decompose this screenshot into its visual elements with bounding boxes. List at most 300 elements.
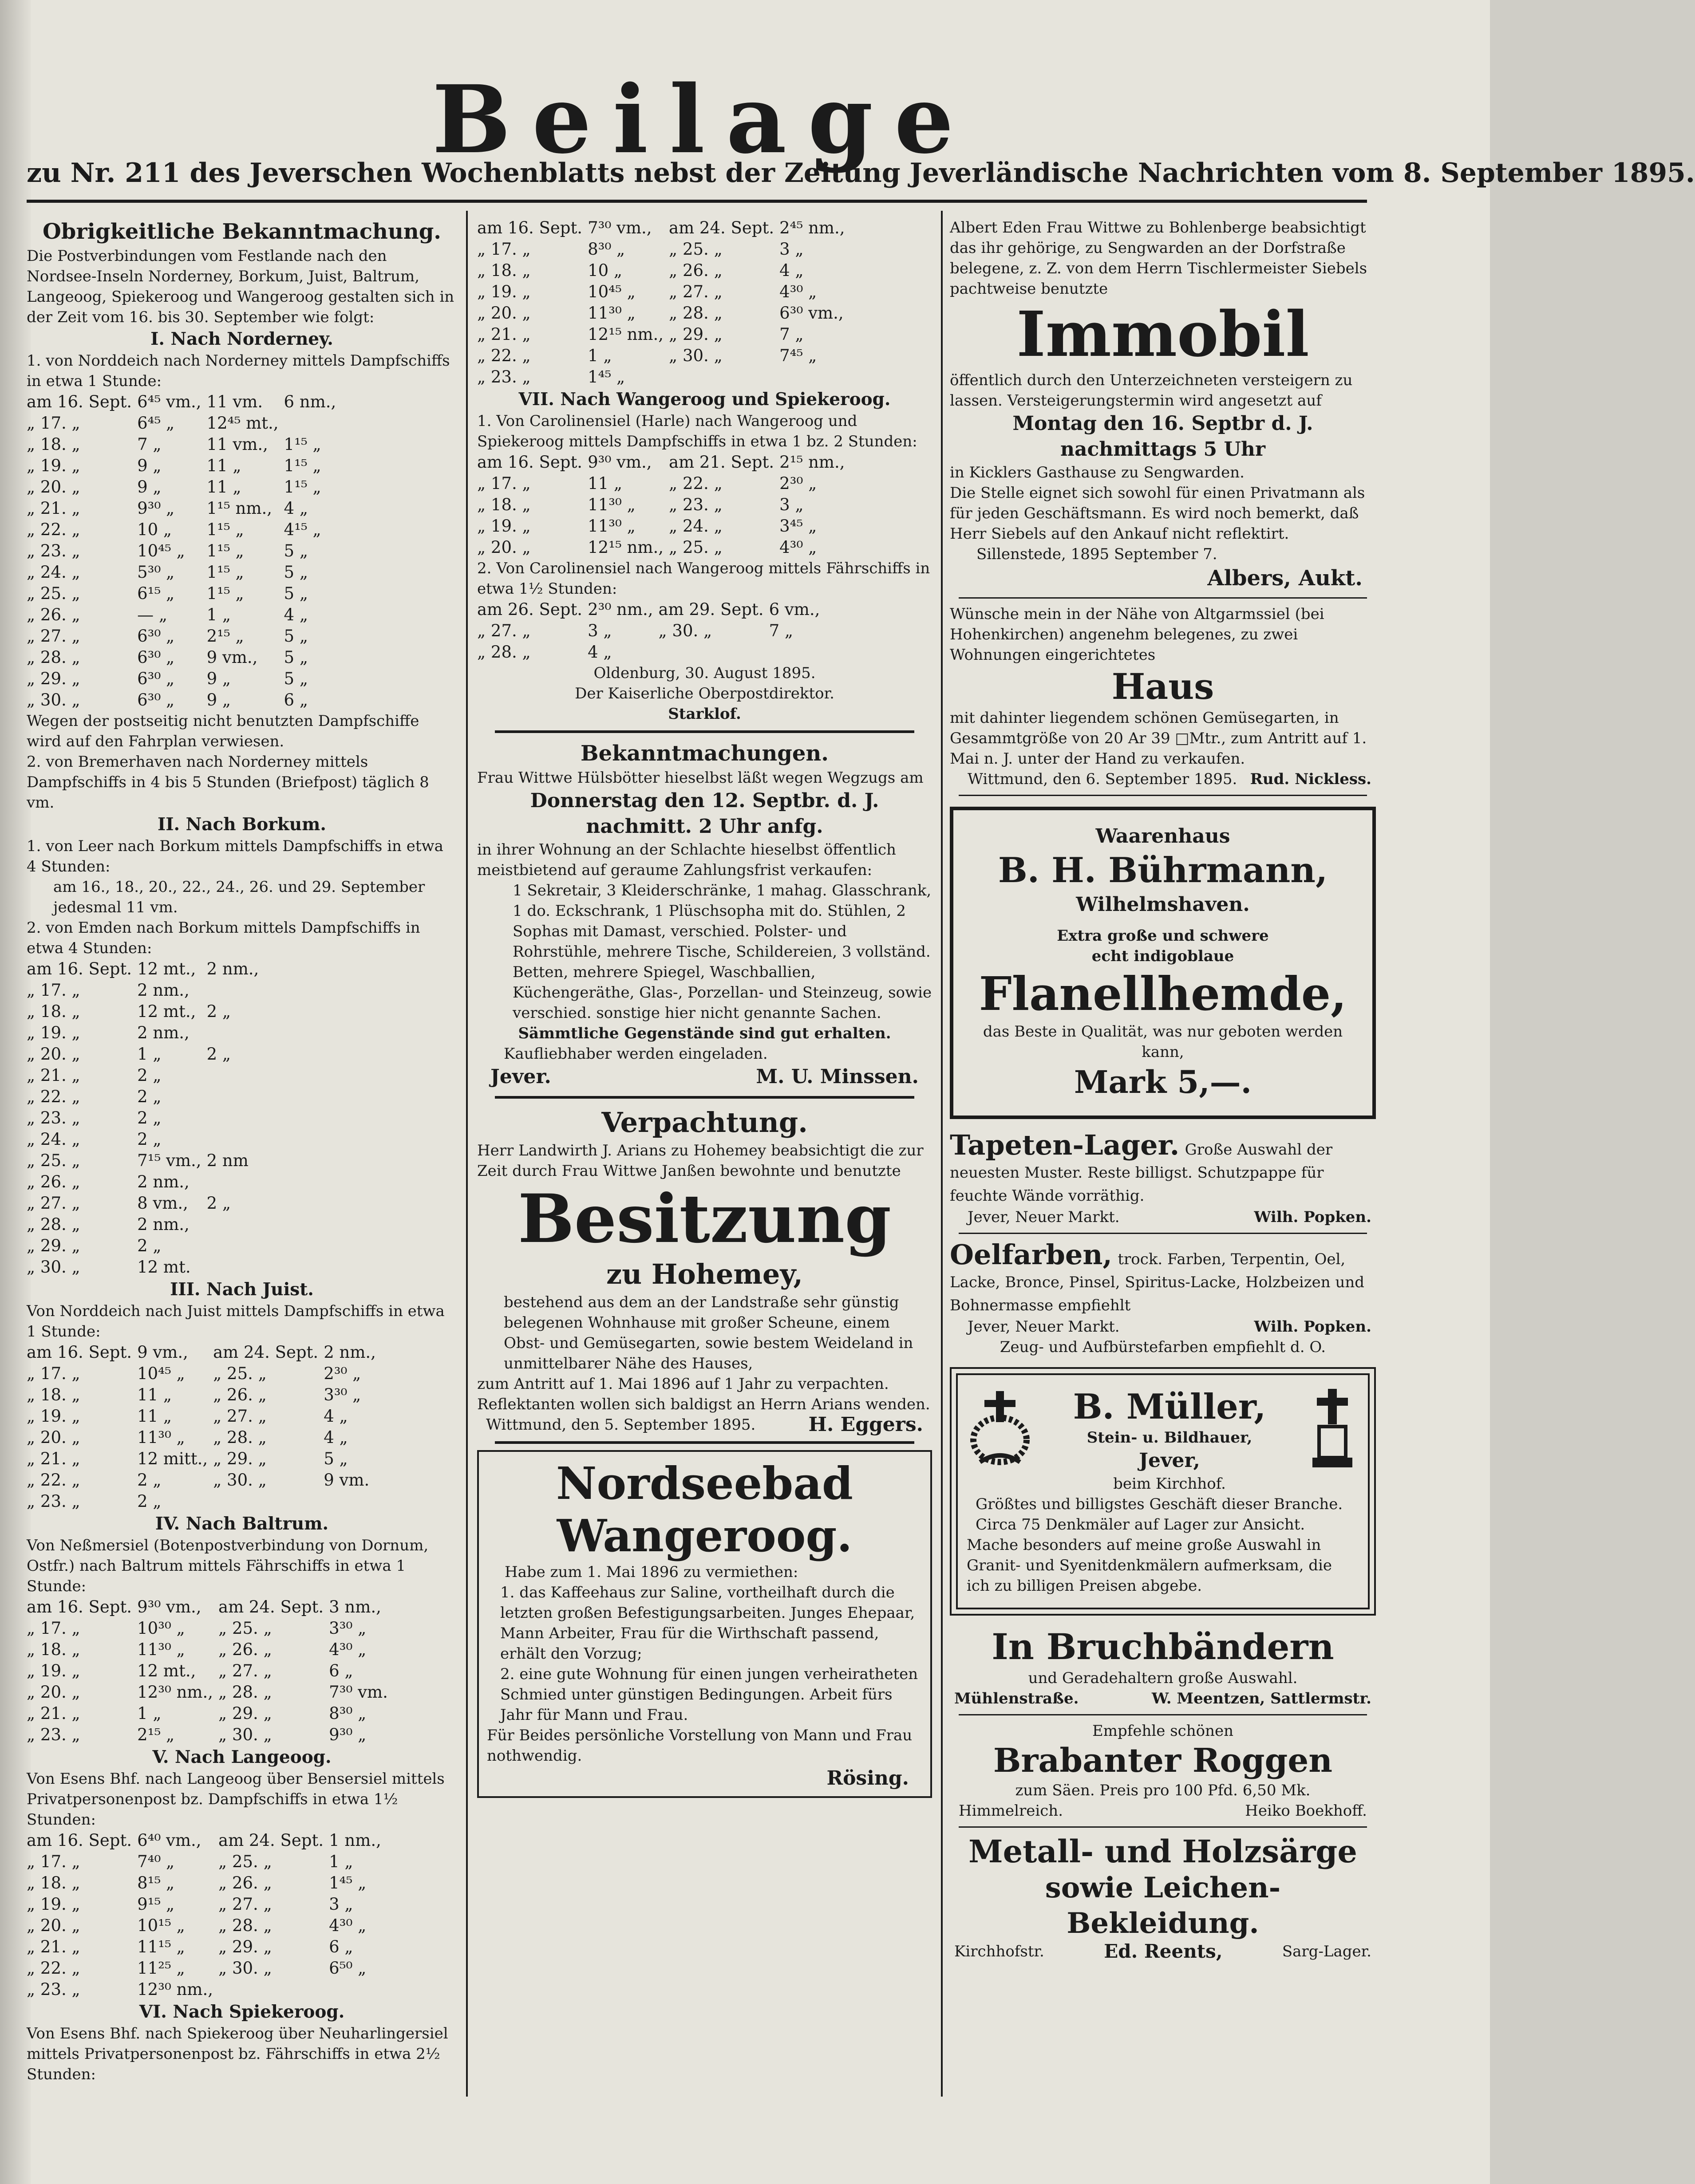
timetable-cell: „ 17. „ <box>27 1619 80 1638</box>
divider <box>959 1826 1367 1828</box>
timetable-cell: „ 22. „ <box>477 346 531 365</box>
ad-header <box>967 1387 1359 1494</box>
timetable-row <box>27 1830 387 1851</box>
timetable-cell: 6³⁰ „ <box>137 627 175 646</box>
timetable-row <box>477 239 850 260</box>
timetable-cell: 10 „ <box>588 261 623 280</box>
notice-title: Obrigkeitliche Bekanntmachung. <box>42 219 442 244</box>
timetable-cell: 3 „ <box>588 621 612 640</box>
timetable-cell: „ 23. „ <box>27 1108 80 1127</box>
ad-trade: Stein- u. Bildhauer, <box>1087 1429 1252 1447</box>
ad-header-text <box>1033 1387 1306 1494</box>
timetable-cell: „ 25. „ <box>218 1852 272 1871</box>
masthead-title: Beilage <box>432 65 975 174</box>
section-text: 2. Von Carolinensiel nach Wangeroog mittels Fährschiffs in etwa 1½ Stunden: <box>477 560 930 598</box>
divider <box>495 1096 914 1099</box>
timetable-cell: 1 nm., <box>329 1831 381 1850</box>
section-text: 1. von Leer nach Borkum mittels Dampfschiffs in etwa 4 Stunden: <box>27 837 443 875</box>
timetable-cell: 6 „ <box>284 690 308 710</box>
timetable-cell: 12 mt., <box>137 1002 196 1021</box>
timetable-cell: 10⁴⁵ „ <box>588 282 636 301</box>
timetable-cell: „ 28. „ <box>477 643 531 662</box>
ad-signature <box>477 1415 932 1435</box>
timetable-cell: „ 20. „ <box>27 1045 80 1064</box>
timetable-row <box>27 498 341 519</box>
timetable-row <box>477 281 850 303</box>
section-text: Von Neßmersiel (Botenpostverbindung von Dornum, Ostfr.) nach Baltrum mittels Fährschiffs in etwa 1 Stunde: <box>27 1537 429 1595</box>
timetable-cell: 4¹⁵ „ <box>284 520 321 539</box>
timetable-cell: 12¹⁵ nm., <box>588 325 664 344</box>
timetable-cell: 2 nm., <box>206 959 259 978</box>
ad-city: Wilhelmshaven. <box>1076 893 1250 916</box>
timetable-cell: 12 mt., <box>137 959 196 978</box>
ad-signature <box>950 1941 1376 1962</box>
timetable-cell: 3 „ <box>329 1895 353 1914</box>
timetable-cell: „ 29. „ <box>218 1937 272 1956</box>
ad-heading: Oelfarben, <box>950 1238 1112 1271</box>
timetable-cell: 6 nm., <box>284 392 336 411</box>
timetable-cell <box>207 1129 265 1150</box>
timetable-cell: 2 nm., <box>137 1172 190 1191</box>
timetable-cell: 3⁴⁵ „ <box>779 516 817 536</box>
timetable-cell: 8³⁰ „ <box>588 240 625 259</box>
timetable-cell: „ 20. „ <box>27 1916 80 1935</box>
ad-time: nachmittags 5 Uhr <box>1060 438 1266 461</box>
section-heading: III. Nach Juist. <box>170 1279 314 1300</box>
timetable-cell: 9 „ <box>206 690 231 710</box>
timetable-cell: „ 18. „ <box>27 1385 80 1404</box>
timetable-row <box>27 434 341 455</box>
timetable-row <box>27 1022 264 1044</box>
ad-heading: Verpachtung. <box>601 1106 808 1139</box>
ad-firm: B. H. Bührmann, <box>998 850 1328 891</box>
timetable-cell: — „ <box>137 605 168 624</box>
timetable-cell: 9¹⁵ „ <box>137 1895 175 1914</box>
ad-text: Empfehle schönen <box>1092 1722 1233 1740</box>
timetable-cell: „ 26. „ <box>218 1640 272 1659</box>
timetable-row <box>27 980 264 1001</box>
timetable-cell: 11³⁰ „ <box>137 1640 185 1659</box>
ad-text: Reflektanten wollen sich baldigst an Herrn Arians wenden. <box>477 1396 930 1413</box>
ad-text: Habe zum 1. Mai 1896 zu vermiethen: <box>505 1563 798 1581</box>
timetable-cell: „ 27. „ <box>218 1661 272 1680</box>
timetable-cell: „ 30. „ <box>669 346 723 365</box>
timetable-cell: 8 vm., <box>137 1194 188 1213</box>
timetable-row <box>477 620 825 642</box>
timetable-row <box>27 1427 381 1448</box>
timetable-row <box>477 217 850 239</box>
section-note: Wegen der postseitig nicht benutzten Dampfschiffe wird auf den Fahrplan verwiesen. <box>27 712 419 750</box>
timetable-cell: 2 „ <box>137 1087 162 1106</box>
timetable-row <box>27 455 341 477</box>
timetable-row <box>27 1660 393 1682</box>
timetable-cell: „ 30. „ <box>218 1959 272 1978</box>
ad-text: öffentlich durch den Unterzeichneten versteigern zu lassen. Versteigerungstermin wird angesetzt auf <box>950 371 1353 410</box>
divider <box>959 1714 1367 1715</box>
ad-signature <box>477 1064 932 1090</box>
ad-text: Herr Landwirth J. Arians zu Hohemey beabsichtigt die zur Zeit durch Frau Wittwe Janßen bewohnte und benutzte <box>477 1142 924 1180</box>
timetable-cell: „ 29. „ <box>213 1449 267 1468</box>
timetable-row <box>27 1958 387 1979</box>
timetable-row <box>27 647 341 668</box>
timetable-cell: „ 29. „ <box>218 1704 272 1723</box>
timetable-cell: „ 27. „ <box>27 627 80 646</box>
timetable-cell <box>218 1979 329 2000</box>
timetable-cell: 10⁴⁵ „ <box>137 1364 185 1383</box>
timetable-cell: am 24. Sept. <box>218 1831 324 1850</box>
timetable-cell: am 26. Sept. <box>477 600 583 619</box>
timetable-cell: 11 „ <box>206 456 241 475</box>
timetable-cell: am 16. Sept. <box>27 1831 132 1850</box>
timetable-cell: 11³⁰ „ <box>588 304 636 323</box>
timetable-cell: 4³⁰ „ <box>779 282 817 301</box>
timetable-row <box>27 1193 264 1214</box>
ad-price: Mark 5,—. <box>1074 1064 1252 1100</box>
timetable-cell: 3³⁰ „ <box>324 1385 361 1404</box>
timetable-cell: 4 „ <box>284 499 308 518</box>
timetable-cell: 6⁴⁵ „ <box>137 414 175 433</box>
ad-name: Ed. Reents, <box>1104 1940 1223 1962</box>
timetable-cell: „ 17. „ <box>477 474 531 493</box>
timetable-row <box>477 324 850 345</box>
masthead-subtitle: zu Nr. 211 des Jeverschen Wochenblatts nebst der Zeitung Jeverländische Nachrichten vom 8. September 1895. <box>27 158 1695 189</box>
timetable-cell: 7 „ <box>779 325 804 344</box>
timetable-cell: 6⁵⁰ „ <box>329 1959 367 1978</box>
timetable-cell: 2 nm., <box>137 1215 190 1234</box>
timetable-cell: „ 20. „ <box>27 1428 80 1447</box>
timetable-cell: „ 24. „ <box>669 516 723 536</box>
ad-name: Heiko Boekhoff. <box>1245 1802 1367 1820</box>
timetable-cell: 10⁴⁵ „ <box>137 541 185 560</box>
timetable-row <box>27 391 341 413</box>
timetable-row <box>27 958 264 980</box>
timetable-row <box>477 367 850 388</box>
timetable-cell: 5 „ <box>284 563 308 582</box>
timetable-cell <box>769 642 826 663</box>
timetable-cell: 4³⁰ „ <box>329 1916 367 1935</box>
timetable-row <box>27 413 341 434</box>
timetable-cell: 4³⁰ „ <box>779 538 817 557</box>
ad-items: 1 Sekretair, 3 Kleiderschränke, 1 mahag. Glasschrank, 1 do. Eckschrank, 1 Plüschsopha mit do. Stühlen, 2 Sophas mit Damast, verschied. Polster- und Rohrstühle, mehrere Tische, Schildereien, 3 vollständ. Betten, mehrere Spiegel, Waschballien, Küchengeräthe, Glas-, Porzellan- und Steinzeug, sowie verschied. sonstige hier nicht genannte Sachen. <box>513 882 932 1022</box>
timetable-cell: „ 24. „ <box>27 563 80 582</box>
ad-top: Waarenhaus <box>1095 825 1230 848</box>
timetable-cell: am 29. Sept. <box>658 600 764 619</box>
timetable-cell: „ 19. „ <box>27 1661 80 1680</box>
timetable-cell: „ 26. „ <box>669 261 723 280</box>
timetable-row <box>27 1873 387 1894</box>
ad-text: und Geradehaltern große Auswahl. <box>1028 1669 1298 1687</box>
timetable-row <box>27 668 341 690</box>
timetable-cell: 11 vm., <box>206 435 268 454</box>
ad-signature <box>950 1801 1376 1821</box>
timetable-cell: „ 23. „ <box>27 1725 80 1744</box>
timetable-row <box>27 1894 387 1915</box>
timetable-baltrum <box>27 1597 393 1746</box>
timetable-cell: 4 „ <box>284 605 308 624</box>
timetable-langeoog <box>27 1830 387 2000</box>
ad-name: H. Eggers. <box>808 1413 923 1436</box>
timetable-cell: „ 19. „ <box>27 456 80 475</box>
timetable-cell <box>207 1257 265 1278</box>
timetable-cell: 12³⁰ nm., <box>137 1683 213 1702</box>
timetable-cell: am 24. Sept. <box>218 1597 324 1616</box>
gravestone-icon <box>1306 1387 1359 1471</box>
timetable-cell: „ 23. „ <box>669 495 723 514</box>
timetable-cell: „ 28. „ <box>218 1916 272 1935</box>
timetable-cell: „ 22. „ <box>27 1470 80 1490</box>
timetable-cell: „ 25. „ <box>27 584 80 603</box>
timetable-row <box>27 1150 264 1171</box>
timetable-spiekeroog <box>477 217 850 388</box>
timetable-cell: „ 18. „ <box>27 1873 80 1892</box>
timetable-row <box>27 1491 381 1512</box>
timetable-cell: 11²⁵ „ <box>137 1959 185 1978</box>
timetable-cell <box>207 980 265 1001</box>
timetable-cell: 11³⁰ „ <box>588 495 636 514</box>
timetable-cell <box>669 367 779 388</box>
ad-place: Kirchhofstr. <box>954 1943 1044 1960</box>
timetable-cell: „ 18. „ <box>27 1640 80 1659</box>
ad-signature <box>950 1317 1376 1337</box>
timetable-cell <box>658 642 769 663</box>
ad-text: in ihrer Wohnung an der Schlachte hieselbst öffentlich meistbietend auf geraume Zahlungsfrist verkaufen: <box>477 841 896 879</box>
ad-name: W. Meentzen, Sattlermstr. <box>1151 1690 1371 1707</box>
timetable-row <box>477 345 850 367</box>
timetable-row <box>27 1129 264 1150</box>
ad-city: Jever, <box>1139 1449 1200 1472</box>
timetable-cell: „ 17. „ <box>477 240 531 259</box>
ad-place: Jever, Neuer Markt. <box>968 1318 1120 1336</box>
timetable-cell: 9 vm., <box>137 1343 188 1362</box>
timetable-cell: 2³⁰ „ <box>779 474 817 493</box>
timetable-cell: „ 28. „ <box>27 648 80 667</box>
ad-signature <box>950 1688 1376 1709</box>
timetable-row <box>27 1448 381 1470</box>
timetable-cell: 7¹⁵ vm., <box>137 1151 202 1170</box>
ad-text: Extra große und schwere <box>1057 927 1269 945</box>
timetable-cell: 9 vm. <box>324 1470 370 1490</box>
timetable-cell: „ 29. „ <box>27 669 80 688</box>
timetable-cell: „ 23. „ <box>477 367 531 386</box>
timetable-cell: am 16. Sept. <box>27 392 132 411</box>
ad-place: Himmelreich. <box>959 1802 1063 1820</box>
signature-name: Starklof. <box>668 705 741 723</box>
timetable-cell: 4 „ <box>324 1428 348 1447</box>
timetable-cell: 2 nm., <box>137 1023 190 1042</box>
timetable-cell <box>207 1022 265 1044</box>
timetable-cell: „ 18. „ <box>27 435 80 454</box>
ad-text: zum Säen. Preis pro 100 Pfd. 6,50 Mk. <box>1015 1782 1311 1799</box>
timetable-cell: 6³⁰ „ <box>137 648 175 667</box>
ad-name: Rud. Nickless. <box>1250 770 1371 788</box>
section-heading: II. Nach Borkum. <box>158 814 326 835</box>
timetable-cell: 4 „ <box>324 1407 348 1426</box>
timetable-cell: 2 „ <box>206 1045 231 1064</box>
timetable-cell <box>329 1979 387 2000</box>
ad-text: trock. Farben, Terpentin, Oel, Lacke, Bronce, Pinsel, Spiritus-Lacke, Holzbeizen und Bohnermasse empfiehlt <box>950 1250 1365 1314</box>
timetable-cell: 11 „ <box>137 1385 172 1404</box>
ad-headline: Flanellhemde, <box>979 966 1347 1021</box>
timetable-cell: „ 25. „ <box>669 240 723 259</box>
column-1 <box>27 217 457 2085</box>
timetable-cell: 11 „ <box>137 1407 172 1426</box>
timetable-cell: 10³⁰ „ <box>137 1619 185 1638</box>
timetable-borkum <box>27 958 264 1278</box>
timetable-cell: „ 21. „ <box>27 1704 80 1723</box>
column-2 <box>477 217 932 1802</box>
ad-headline: Besitzung <box>518 1180 892 1258</box>
timetable-cell: 9³⁰ „ <box>137 499 175 518</box>
timetable-cell: 1¹⁵ nm., <box>206 499 272 518</box>
signature-place: Oldenburg, 30. August 1895. <box>593 664 816 682</box>
timetable-cell: am 16. Sept. <box>477 218 583 237</box>
ad-headline: Haus <box>1111 666 1214 707</box>
ad-name: Rösing. <box>826 1767 909 1790</box>
timetable-cell: 8¹⁵ „ <box>137 1873 175 1892</box>
timetable-cell: „ 26. „ <box>218 1873 272 1892</box>
timetable-cell: 11 „ <box>588 474 623 493</box>
timetable-cell: 1 „ <box>329 1852 353 1871</box>
timetable-norderney <box>27 391 341 711</box>
timetable-cell: 2 nm <box>206 1151 249 1170</box>
section-text: Von Esens Bhf. nach Langeoog über Bensersiel mittels Privatpersonenpost bz. Dampfschiffs in etwa 1½ Stunden: <box>27 1770 445 1829</box>
ad-text: das Beste in Qualität, was nur geboten werden kann, <box>983 1023 1343 1061</box>
timetable-cell: am 16. Sept. <box>27 1597 132 1616</box>
timetable-cell: „ 23. „ <box>27 1980 80 1999</box>
timetable-row <box>27 562 341 583</box>
column-rule-1 <box>466 211 468 2097</box>
ad-loc: beim Kirchhof. <box>1113 1475 1226 1493</box>
timetable-row <box>27 1936 387 1958</box>
timetable-row <box>27 1086 264 1108</box>
ad-tag: Sarg-Lager. <box>1282 1943 1371 1960</box>
timetable-cell: 7³⁰ vm. <box>329 1683 388 1702</box>
timetable-cell: 12 mt., <box>137 1661 196 1680</box>
timetable-cell: 11¹⁵ „ <box>137 1937 185 1956</box>
ad-date: Donnerstag den 12. Septbr. d. J. <box>530 789 879 812</box>
timetable-cell: 6 vm., <box>769 600 820 619</box>
timetable-cell: „ 27. „ <box>669 282 723 301</box>
timetable-cell: 5³⁰ „ <box>137 563 175 582</box>
timetable-row <box>27 1639 393 1660</box>
timetable-row <box>27 583 341 604</box>
ad-place: Wittmund, den 5. September 1895. <box>486 1416 756 1434</box>
ad-text: Albert Eden Frau Wittwe zu Bohlenberge beabsichtigt das ihr gehörige, zu Sengwarden an der Dorfstraße belegene, z. Z. von dem Herrn Tischlermeister Siebels pachtweise benutzte <box>950 219 1367 298</box>
timetable-row <box>477 537 850 558</box>
ad-note: Sämmtliche Gegenstände sind gut erhalten. <box>518 1025 891 1042</box>
ad-signature <box>950 1207 1376 1227</box>
timetable-cell: 2¹⁵ nm., <box>779 453 845 472</box>
timetable-cell: „ 22. „ <box>669 474 723 493</box>
ad-text: Zeug- und Aufbürstefarben empfiehlt d. O. <box>1000 1338 1326 1356</box>
timetable-cell: 1¹⁵ „ <box>206 520 244 539</box>
timetable-cell: „ 22. „ <box>27 520 80 539</box>
ad-box-mueller <box>956 1373 1370 1609</box>
timetable-cell: 6³⁰ „ <box>137 690 175 710</box>
section-heading: V. Nach Langeoog. <box>152 1747 332 1767</box>
timetable-cell: „ 17. „ <box>27 1852 80 1871</box>
ad-oelfarben <box>950 1239 1376 1317</box>
timetable-cell: „ 27. „ <box>477 621 531 640</box>
timetable-cell: 2⁴⁵ nm., <box>779 218 845 237</box>
timetable-row <box>27 540 341 562</box>
timetable-cell: 10¹⁵ „ <box>137 1916 185 1935</box>
ad-name: Albers, Aukt. <box>1207 566 1363 591</box>
ad-text: Frau Wittwe Hülsbötter hieselbst läßt wegen Wegzugs am <box>477 769 924 787</box>
timetable-cell: am 16. Sept. <box>27 959 132 978</box>
timetable-cell: 7 „ <box>769 621 794 640</box>
timetable-row <box>27 1384 381 1406</box>
timetable-cell: 2 „ <box>137 1108 162 1127</box>
timetable-cell: „ 27. „ <box>213 1407 267 1426</box>
timetable-cell: 11³⁰ „ <box>137 1428 185 1447</box>
timetable-cell: „ 27. „ <box>218 1895 272 1914</box>
ad-headline: Immobil <box>1016 298 1309 371</box>
timetable-cell: 6 „ <box>329 1661 353 1680</box>
timetable-row <box>27 1108 264 1129</box>
timetable-cell: am 24. Sept. <box>669 218 774 237</box>
timetable-cell: 7 „ <box>137 435 162 454</box>
ad-heading: Bekanntmachungen. <box>581 741 829 766</box>
section-heading: I. Nach Norderney. <box>150 329 333 349</box>
timetable-cell: „ 18. „ <box>477 261 531 280</box>
timetable-cell <box>213 1491 324 1512</box>
timetable-cell: „ 19. „ <box>27 1407 80 1426</box>
timetable-cell <box>779 367 850 388</box>
ad-heading: Tapeten-Lager. <box>950 1129 1180 1161</box>
ad-headline: Wangeroog. <box>557 1510 853 1562</box>
ad-item: 1. das Kaffeehaus zur Saline, vortheilhaft durch die letzten großen Befestigungsarbeiten. Junges Ehepaar, Mann Arbeiter, Frau für die Wirthschaft passend, erhält den Vorzug; <box>500 1584 915 1663</box>
timetable-cell: 9³⁰ „ <box>329 1725 367 1744</box>
timetable-cell: 2 „ <box>137 1066 162 1085</box>
timetable-cell: 4 „ <box>779 261 804 280</box>
timetable-cell: 2 nm., <box>324 1343 376 1362</box>
timetable-cell: „ 17. „ <box>27 981 80 1000</box>
timetable-cell: 1¹⁵ „ <box>206 584 244 603</box>
timetable-cell: 1 „ <box>588 346 612 365</box>
timetable-cell: 6⁴⁰ vm., <box>137 1831 202 1850</box>
section-heading: VI. Nach Spiekeroog. <box>139 2002 345 2022</box>
ad-text: Größtes und billigstes Geschäft dieser Branche. Circa 75 Denkmäler auf Lager zur Ansicht. <box>976 1495 1343 1534</box>
timetable-cell: „ 20. „ <box>477 538 531 557</box>
timetable-row <box>27 1044 264 1065</box>
timetable-cell: 11³⁰ „ <box>588 516 636 536</box>
timetable-cell: 1¹⁵ „ <box>284 456 321 475</box>
timetable-cell: „ 28. „ <box>27 1215 80 1234</box>
timetable-cell: 5 „ <box>284 669 308 688</box>
divider <box>495 1441 914 1444</box>
timetable-cell: 5 „ <box>284 627 308 646</box>
timetable-cell: „ 23. „ <box>27 1492 80 1511</box>
timetable-row <box>27 1065 264 1086</box>
timetable-row <box>477 599 825 620</box>
timetable-cell: 2¹⁵ „ <box>137 1725 175 1744</box>
ad-headline: Nordseebad <box>556 1457 853 1510</box>
section-text: 2. von Emden nach Borkum mittels Dampfschiffs in etwa 4 Stunden: <box>27 919 420 957</box>
timetable-wangeroog <box>477 452 850 558</box>
timetable-cell: 1¹⁵ „ <box>284 435 321 454</box>
timetable-cell: „ 30. „ <box>218 1725 272 1744</box>
timetable-cell: 6³⁰ vm., <box>779 304 844 323</box>
timetable-cell: 2 „ <box>206 1002 231 1021</box>
timetable-cell: „ 21. „ <box>27 499 80 518</box>
timetable-cell: 2 „ <box>206 1194 231 1213</box>
column-3 <box>950 217 1376 1962</box>
timetable-cell: am 24. Sept. <box>213 1343 319 1362</box>
timetable-cell: 2 „ <box>137 1492 162 1511</box>
timetable-wangeroog-ferry <box>477 599 825 663</box>
timetable-cell: 2 „ <box>137 1236 162 1255</box>
